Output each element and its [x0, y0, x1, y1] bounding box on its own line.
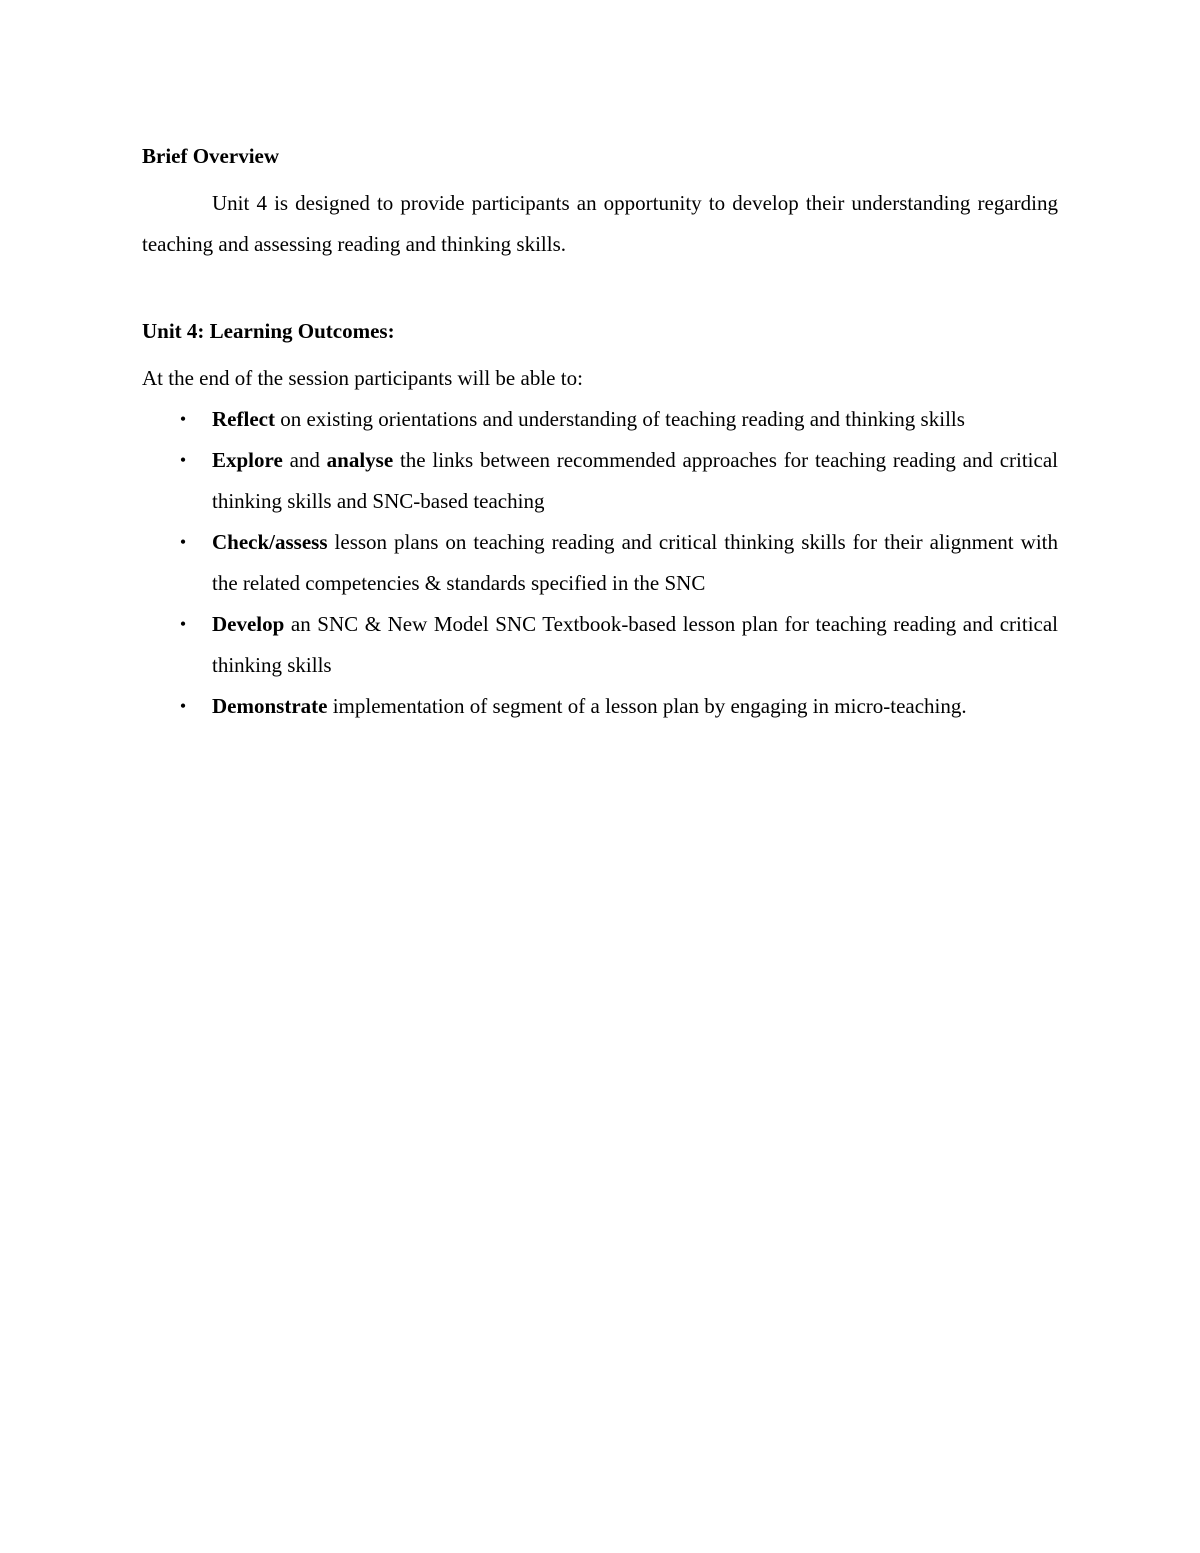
- brief-overview-heading: Brief Overview: [142, 144, 280, 168]
- list-item: [142, 399, 1058, 440]
- outcome-verb: Develop: [212, 612, 285, 636]
- bullet-icon: •: [179, 450, 187, 470]
- page-content: [142, 142, 1058, 727]
- list-item: [142, 440, 1058, 522]
- outcomes-intro: At the end of the session participants will be able to:: [142, 366, 583, 390]
- outcome-verb: Demonstrate: [212, 694, 328, 718]
- list-item: [142, 686, 1058, 727]
- outcome-verb: Reflect: [212, 407, 275, 431]
- list-item: [142, 522, 1058, 604]
- outcome-verb-2: analyse: [326, 448, 394, 472]
- bullet-icon: •: [179, 614, 187, 634]
- outcome-text: an SNC & New Model SNC Textbook-based lesson plan for teaching reading and critical thinking skills: [212, 612, 1058, 677]
- outcome-text-2: the links between recommended approaches for teaching reading and critical thinking skills and SNC-based teaching: [212, 448, 1058, 513]
- outcome-text: on existing orientations and understanding of teaching reading and thinking skills: [274, 407, 965, 431]
- bullet-icon: •: [179, 532, 187, 552]
- overview-paragraph: Unit 4 is designed to provide participants an opportunity to develop their understanding regarding teaching and assessing reading and thinking skills.: [142, 191, 1058, 256]
- learning-outcomes-list: [142, 399, 1058, 727]
- list-item: [142, 604, 1058, 686]
- outcome-text: and: [282, 448, 327, 472]
- bullet-icon: •: [179, 409, 187, 429]
- outcome-text: lesson plans on teaching reading and critical thinking skills for their alignment with the related competencies & standards specified in the SNC: [212, 530, 1058, 595]
- learning-outcomes-heading: Unit 4: Learning Outcomes:: [142, 319, 395, 343]
- outcome-verb: Explore: [212, 448, 283, 472]
- outcome-verb: Check/assess: [212, 530, 328, 554]
- outcome-text: implementation of segment of a lesson plan by engaging in micro-teaching.: [327, 694, 967, 718]
- bullet-icon: •: [179, 696, 187, 716]
